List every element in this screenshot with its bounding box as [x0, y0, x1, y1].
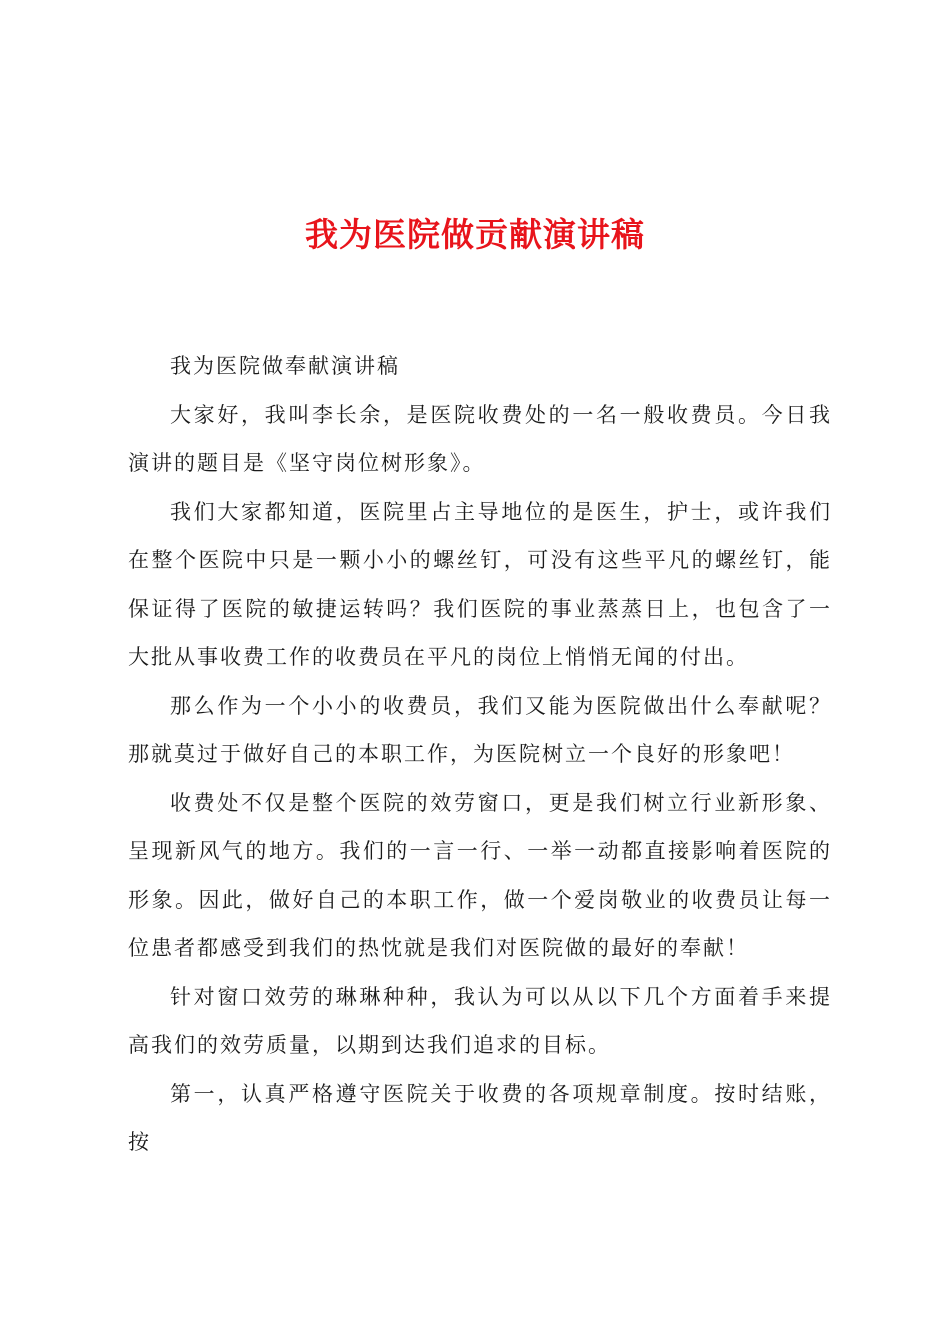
paragraph-greeting: 大家好，我叫李长余，是医院收费处的一名一般收费员。今日我演讲的题目是《坚守岗位树形象》。 — [128, 402, 832, 475]
document-body — [128, 342, 832, 1167]
paragraph: 收费处不仅是整个医院的效劳窗口，更是我们树立行业新形象、呈现新风气的地方。我们的一言一行、一举一动都直接影响着医院的形象。因此，做好自己的本职工作，做一个爱岗敬业的收费员让每一位患者都感受到我们的热忱就是我们对医院做的最好的奉献！ — [128, 790, 832, 960]
paragraph-subtitle: 我为医院做奉献演讲稿 — [170, 354, 400, 378]
paragraph: 针对窗口效劳的琳琳种种，我认为可以从以下几个方面着手来提高我们的效劳质量，以期到达我们追求的目标。 — [128, 984, 832, 1057]
paragraph: 我们大家都知道，医院里占主导地位的是医生，护士，或许我们在整个医院中只是一颗小小的螺丝钉，可没有这些平凡的螺丝钉，能保证得了医院的敏捷运转吗？我们医院的事业蒸蒸日上，也包含了一大批从事收费工作的收费员在平凡的岗位上悄悄无闻的付出。 — [128, 499, 832, 669]
document-title: 我为医院做贡献演讲稿 — [305, 215, 645, 254]
paragraph: 第一，认真严格遵守医院关于收费的各项规章制度。按时结账，按 — [128, 1081, 832, 1154]
paragraph: 那么作为一个小小的收费员，我们又能为医院做出什么奉献呢？那就莫过于做好自己的本职工作，为医院树立一个良好的形象吧！ — [128, 693, 832, 766]
